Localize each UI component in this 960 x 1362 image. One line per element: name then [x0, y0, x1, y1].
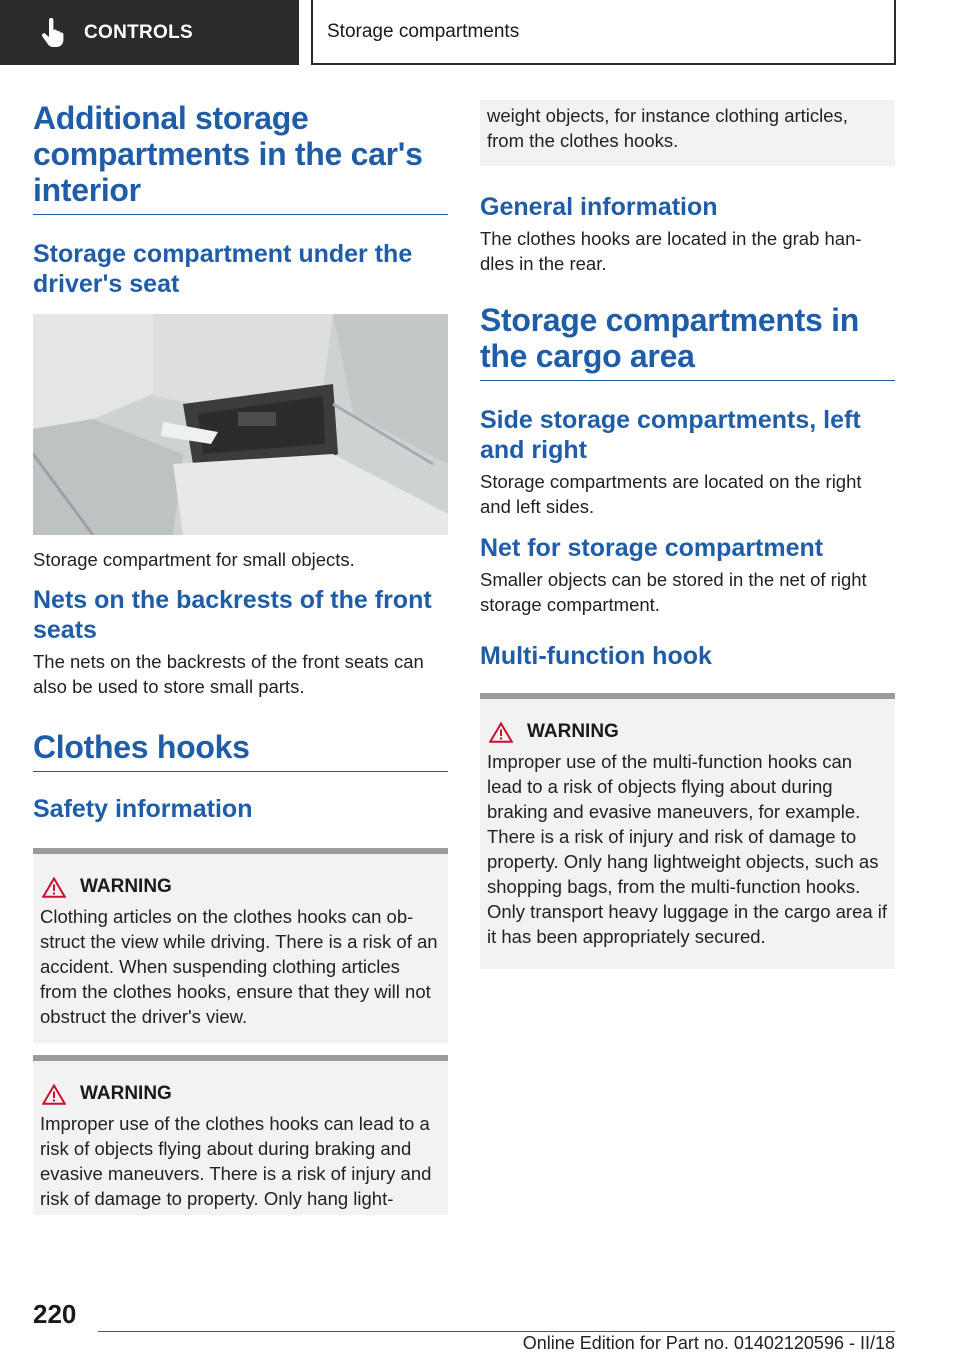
topic-box: [311, 0, 896, 65]
section-title: CONTROLS: [84, 21, 194, 43]
warning-box-multi-function-hook: [480, 693, 895, 969]
heading-nets: Nets on the backrests of the front seats: [33, 586, 432, 644]
warning-title: WARNING: [80, 1083, 172, 1104]
section-tab: [0, 0, 299, 65]
left-column: [33, 100, 448, 1215]
heading-interior-storage: Additional storage compartments in the car's interior: [33, 100, 448, 215]
warning-box-continued: [480, 100, 895, 166]
warning-text: Improper use of the clothes hooks can lead to a risk of objects flying about during braking and evasive maneuvers. There is a risk of injury and risk of damage to property. Only hang light-: [40, 1113, 432, 1209]
heading-cargo-storage: Storage compartments in the cargo area: [480, 302, 895, 381]
topic-title: Storage compartments: [327, 20, 520, 42]
heading-safety-information: Safety information: [33, 795, 253, 823]
warning-box-clothing-view: [33, 848, 448, 1043]
page-number: 220: [33, 1299, 77, 1329]
warning-triangle-icon: [42, 877, 66, 898]
under-seat-photo: [33, 314, 448, 535]
heading-multi-function-hook: Multi-function hook: [480, 642, 712, 670]
warning-triangle-icon: [489, 722, 513, 743]
heading-clothes-hooks: Clothes hooks: [33, 729, 448, 772]
warning-text-continued: weight objects, for instance clothing articles, from the clothes hooks.: [487, 105, 848, 151]
paragraph-nets: The nets on the backrests of the front seats can also be used to store small parts.: [33, 651, 424, 697]
warning-triangle-icon: [42, 1084, 66, 1105]
right-column: [480, 100, 895, 969]
warning-box-clothes-hooks: [33, 1055, 448, 1215]
heading-side-storage: Side storage compartments, left and right: [480, 406, 861, 464]
warning-title: WARNING: [80, 876, 172, 897]
paragraph-net: Smaller objects can be stored in the net of right storage compartment.: [480, 569, 867, 615]
edition-note: Online Edition for Part no. 01402120596 - II/18: [522, 1333, 895, 1353]
warning-title: WARNING: [527, 721, 619, 742]
warning-text: Improper use of the multi-function hooks can lead to a risk of objects flying about during braking and evasive maneuvers, for example. There is a risk of injury and risk of damage to property. Only hang lightweight objects, such as shopping bags, from the multi-function hooks. Only transport heavy luggage in the cargo area if it has been appropriately secured.: [487, 751, 888, 947]
heading-under-seat: Storage compartment under the driver's seat: [33, 240, 413, 298]
heading-general-information: General information: [480, 193, 718, 221]
hand-pointer-icon: [38, 18, 68, 48]
heading-net-storage: Net for storage compartment: [480, 534, 824, 562]
warning-text: Clothing articles on the clothes hooks can ob-struct the view while driving. There is a risk of an accident. When suspending clothing articles from the clothes hooks, ensure that they will not obstruct the driver's view.: [40, 906, 438, 1027]
photo-caption: Storage compartment for small objects.: [33, 549, 355, 570]
paragraph-side: Storage compartments are located on the right and left sides.: [480, 471, 862, 517]
paragraph-general: The clothes hooks are located in the grab han-dles in the rear.: [480, 228, 862, 274]
footer-divider: [98, 1331, 895, 1332]
